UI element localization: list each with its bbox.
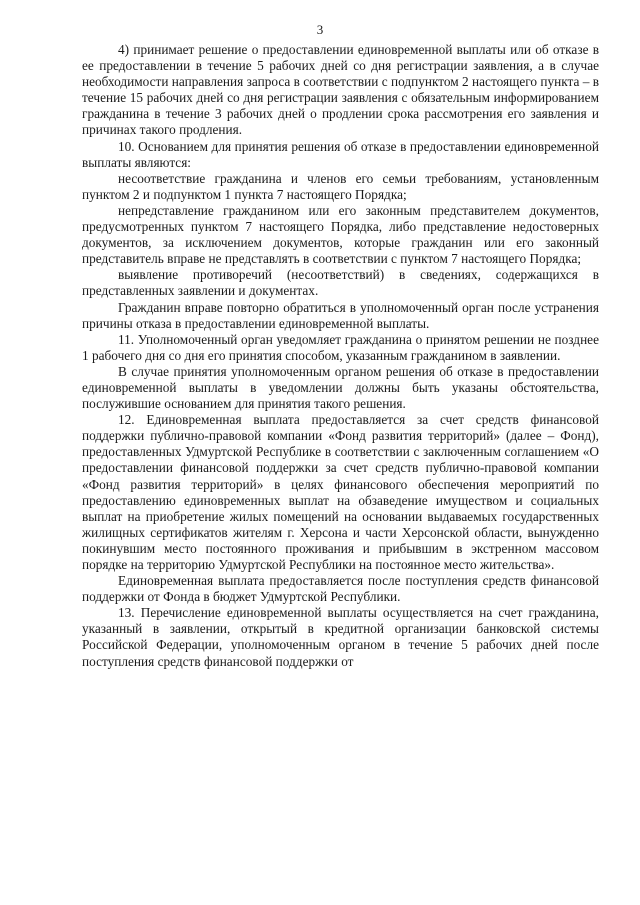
paragraph-refusal-notice: В случае принятия уполномоченным органом решения об отказе в предоставлении единовременной выплаты в уведомлении должны быть указаны обстоятельства, послужившие основанием для принятия такого решения. <box>82 363 599 412</box>
paragraph-clause-11: 11. Уполномоченный орган уведомляет гражданина о принятом решении не позднее 1 рабочего дня со дня его принятия способом, указанным гражданином в заявлении. <box>82 331 599 363</box>
paragraph-clause-12: 12. Единовременная выплата предоставляется за счет средств финансовой поддержки публично-правовой компании «Фонд развития территорий» (далее – Фонд), предоставленных Удмуртской Республике в соответствии с заключенным соглашением «О предоставлении финансовой поддержки за счет средств публично-правовой компании «Фонд развития территорий» в целях финансового обеспечения мероприятий по предоставлению единовременных выплат на обзаведение имуществом и социальных выплат на приобретение жилых помещений на основании выдаваемых государственных жилищных сертификатов жителям г. Херсона и части Херсонской области, вынужденно покинувшим место постоянного проживания и прибывшим в экстренном массовом порядке на территорию Удмуртской Республики на постоянное место жительства». <box>82 412 599 572</box>
document-body <box>82 42 599 670</box>
paragraph-refusal-ground-3: выявление противоречий (несоответствий) в сведениях, содержащихся в представленных заявлении и документах. <box>82 267 599 299</box>
paragraph-clause-13: 13. Перечисление единовременной выплаты осуществляется на счет гражданина, указанный в заявлении, открытый в кредитной организации банковской системы Российской Федерации, уполномоченным органом в течение 5 рабочих дней после поступления средств финансовой поддержки от <box>82 605 599 669</box>
paragraph-item-4: 4) принимает решение о предоставлении единовременной выплаты или об отказе в ее предоставлении в течение 5 рабочих дней со дня регистрации заявления, а в случае необходимости направления запроса в соответствии с подпунктом 2 настоящего пункта – в течение 15 рабочих дней со дня регистрации заявления с обязательным информированием гражданина в течение 3 рабочих дней о продлении срока рассмотрения его заявления и причинах такого продления. <box>82 42 599 138</box>
paragraph-clause-10: 10. Основанием для принятия решения об отказе в предоставлении единовременной выплаты являются: <box>82 138 599 170</box>
paragraph-funding-timing: Единовременная выплата предоставляется после поступления средств финансовой поддержки от Фонда в бюджет Удмуртской Республики. <box>82 573 599 605</box>
paragraph-reapply: Гражданин вправе повторно обратиться в уполномоченный орган после устранения причины отказа в предоставлении единовременной выплаты. <box>82 299 599 331</box>
paragraph-refusal-ground-2: непредставление гражданином или его законным представителем документов, предусмотренных пунктом 7 настоящего Порядка, либо представление недостоверных документов, за исключением документов, которые гражданин или его законный представитель вправе не представлять в соответствии с пунктом 7 настоящего Порядка; <box>82 202 599 267</box>
page-number: 3 <box>316 22 324 37</box>
paragraph-refusal-ground-1: несоответствие гражданина и членов его семьи требованиям, установленным пунктом 2 и подпунктом 1 пункта 7 настоящего Порядка; <box>82 170 599 202</box>
